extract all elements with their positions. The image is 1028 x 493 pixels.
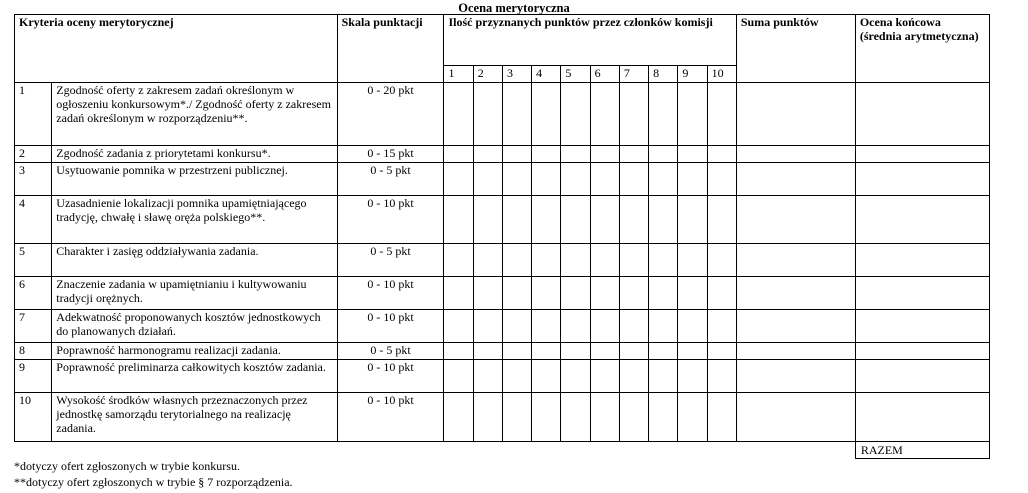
final-score-cell[interactable] <box>855 196 989 244</box>
judge-score-cell-4[interactable] <box>532 244 561 277</box>
judge-score-cell-7[interactable] <box>619 83 648 146</box>
sum-cell[interactable] <box>736 343 855 360</box>
judge-score-cell-9[interactable] <box>678 83 707 146</box>
judge-score-cell-7[interactable] <box>619 360 648 393</box>
judge-score-cell-3[interactable] <box>502 163 531 196</box>
judge-score-cell-2[interactable] <box>473 393 502 442</box>
final-score-header: Ocena końcowa (średnia arytmetyczna) <box>855 15 989 83</box>
judge-score-cell-6[interactable] <box>590 83 619 146</box>
judge-score-cell-10[interactable] <box>707 83 736 146</box>
judge-score-cell-1[interactable] <box>444 277 473 310</box>
criteria-scale: 0 - 10 pkt <box>337 277 444 310</box>
criteria-row <box>15 163 990 196</box>
judge-score-cell-8[interactable] <box>649 244 678 277</box>
judge-score-cell-10[interactable] <box>707 146 736 163</box>
judge-score-cell-5[interactable] <box>561 343 590 360</box>
judge-score-cell-5[interactable] <box>561 146 590 163</box>
judge-score-cell-5[interactable] <box>561 360 590 393</box>
judge-score-cell-4[interactable] <box>532 393 561 442</box>
judge-score-cell-7[interactable] <box>619 163 648 196</box>
judge-score-cell-2[interactable] <box>473 163 502 196</box>
judge-score-cell-7[interactable] <box>619 196 648 244</box>
judge-score-cell-6[interactable] <box>590 310 619 343</box>
footnote-regulation: **dotyczy ofert zgłoszonych w trybie § 7 rozporządzenia. <box>14 475 293 489</box>
criteria-header: Kryteria oceny merytorycznej <box>15 15 338 83</box>
judge-score-cell-1[interactable] <box>444 393 473 442</box>
judge-score-cell-6[interactable] <box>590 277 619 310</box>
criteria-number: 8 <box>15 343 52 360</box>
criteria-scale: 0 - 5 pkt <box>337 163 444 196</box>
judge-score-cell-7[interactable] <box>619 310 648 343</box>
judge-score-cell-3[interactable] <box>502 343 531 360</box>
judge-score-cell-8[interactable] <box>649 163 678 196</box>
evaluation-table <box>14 14 990 459</box>
judge-score-cell-3[interactable] <box>502 83 531 146</box>
final-score-cell[interactable] <box>855 83 989 146</box>
judge-score-cell-8[interactable] <box>649 310 678 343</box>
criteria-row <box>15 393 990 442</box>
judge-score-cell-3[interactable] <box>502 393 531 442</box>
judge-score-cell-10[interactable] <box>707 393 736 442</box>
judge-score-cell-5[interactable] <box>561 163 590 196</box>
judge-number-5: 5 <box>561 66 590 83</box>
footnotes <box>14 458 293 490</box>
sum-cell[interactable] <box>736 244 855 277</box>
judge-number-7: 7 <box>619 66 648 83</box>
judge-score-cell-4[interactable] <box>532 360 561 393</box>
criteria-text: Usytuowanie pomnika w przestrzeni publicznej. <box>52 163 337 196</box>
judge-score-cell-2[interactable] <box>473 343 502 360</box>
judge-score-cell-9[interactable] <box>678 343 707 360</box>
sum-header: Suma punktów <box>736 15 855 83</box>
judge-score-cell-6[interactable] <box>590 360 619 393</box>
judge-number-2: 2 <box>473 66 502 83</box>
judge-score-cell-7[interactable] <box>619 343 648 360</box>
scale-header: Skala punktacji <box>337 15 444 83</box>
footer-spacer <box>15 442 856 459</box>
criteria-number: 10 <box>15 393 52 442</box>
judge-score-cell-10[interactable] <box>707 163 736 196</box>
judge-score-cell-3[interactable] <box>502 360 531 393</box>
judge-score-cell-3[interactable] <box>502 310 531 343</box>
judge-score-cell-5[interactable] <box>561 393 590 442</box>
judge-score-cell-8[interactable] <box>649 393 678 442</box>
judge-score-cell-1[interactable] <box>444 196 473 244</box>
judge-number-9: 9 <box>678 66 707 83</box>
judge-score-cell-2[interactable] <box>473 310 502 343</box>
judge-score-cell-1[interactable] <box>444 146 473 163</box>
judge-score-cell-5[interactable] <box>561 310 590 343</box>
sum-cell[interactable] <box>736 393 855 442</box>
judge-score-cell-10[interactable] <box>707 343 736 360</box>
judge-score-cell-6[interactable] <box>590 146 619 163</box>
judge-score-cell-9[interactable] <box>678 277 707 310</box>
judge-score-cell-8[interactable] <box>649 146 678 163</box>
judge-score-cell-4[interactable] <box>532 163 561 196</box>
criteria-row <box>15 196 990 244</box>
judge-score-cell-5[interactable] <box>561 196 590 244</box>
sum-cell[interactable] <box>736 360 855 393</box>
judge-number-6: 6 <box>590 66 619 83</box>
judge-score-cell-3[interactable] <box>502 277 531 310</box>
judge-score-cell-5[interactable] <box>561 244 590 277</box>
judge-score-cell-3[interactable] <box>502 196 531 244</box>
criteria-text: Zgodność oferty z zakresem zadań określonym w ogłoszeniu konkursowym*./ Zgodność oferty z zakresem zadań określonym w rozporządzeniu**. <box>52 83 337 146</box>
judge-score-cell-10[interactable] <box>707 196 736 244</box>
judge-score-cell-8[interactable] <box>649 360 678 393</box>
judge-score-cell-4[interactable] <box>532 343 561 360</box>
judge-score-cell-9[interactable] <box>678 244 707 277</box>
judge-score-cell-7[interactable] <box>619 393 648 442</box>
judge-score-cell-1[interactable] <box>444 310 473 343</box>
judge-number-3: 3 <box>502 66 531 83</box>
judge-score-cell-6[interactable] <box>590 196 619 244</box>
criteria-row <box>15 360 990 393</box>
final-score-cell[interactable] <box>855 163 989 196</box>
criteria-row <box>15 244 990 277</box>
judge-score-cell-6[interactable] <box>590 343 619 360</box>
final-score-cell[interactable] <box>855 310 989 343</box>
final-score-cell[interactable] <box>855 146 989 163</box>
criteria-number: 2 <box>15 146 52 163</box>
final-score-cell[interactable] <box>855 360 989 393</box>
judge-score-cell-2[interactable] <box>473 83 502 146</box>
judge-score-cell-6[interactable] <box>590 163 619 196</box>
judge-score-cell-1[interactable] <box>444 163 473 196</box>
judge-score-cell-7[interactable] <box>619 146 648 163</box>
judge-score-cell-8[interactable] <box>649 196 678 244</box>
criteria-number: 3 <box>15 163 52 196</box>
judge-score-cell-10[interactable] <box>707 244 736 277</box>
sum-cell[interactable] <box>736 310 855 343</box>
judge-score-cell-1[interactable] <box>444 244 473 277</box>
criteria-text: Adekwatność proponowanych kosztów jednostkowych do planowanych działań. <box>52 310 337 343</box>
judge-score-cell-4[interactable] <box>532 83 561 146</box>
judge-score-cell-4[interactable] <box>532 146 561 163</box>
criteria-text: Poprawność harmonogramu realizacji zadania. <box>52 343 337 360</box>
judge-score-cell-5[interactable] <box>561 277 590 310</box>
criteria-row <box>15 277 990 310</box>
criteria-scale: 0 - 10 pkt <box>337 196 444 244</box>
criteria-number: 4 <box>15 196 52 244</box>
judge-score-cell-10[interactable] <box>707 360 736 393</box>
judge-score-cell-9[interactable] <box>678 310 707 343</box>
judge-score-cell-9[interactable] <box>678 196 707 244</box>
judge-score-cell-3[interactable] <box>502 244 531 277</box>
judge-score-cell-9[interactable] <box>678 163 707 196</box>
criteria-number: 6 <box>15 277 52 310</box>
criteria-number: 7 <box>15 310 52 343</box>
judge-score-cell-2[interactable] <box>473 196 502 244</box>
final-score-cell[interactable] <box>855 244 989 277</box>
judge-score-cell-8[interactable] <box>649 343 678 360</box>
judge-score-cell-10[interactable] <box>707 310 736 343</box>
judge-score-cell-4[interactable] <box>532 277 561 310</box>
judge-score-cell-8[interactable] <box>649 277 678 310</box>
judge-score-cell-2[interactable] <box>473 146 502 163</box>
criteria-scale: 0 - 20 pkt <box>337 83 444 146</box>
judge-score-cell-2[interactable] <box>473 360 502 393</box>
criteria-row <box>15 343 990 360</box>
sum-cell[interactable] <box>736 196 855 244</box>
criteria-number: 1 <box>15 83 52 146</box>
judge-score-cell-1[interactable] <box>444 360 473 393</box>
sum-cell[interactable] <box>736 163 855 196</box>
total-label: RAZEM <box>855 442 989 459</box>
criteria-row <box>15 310 990 343</box>
judge-score-cell-9[interactable] <box>678 393 707 442</box>
judge-score-cell-4[interactable] <box>532 310 561 343</box>
judge-number-1: 1 <box>444 66 473 83</box>
criteria-text: Wysokość środków własnych przeznaczonych przez jednostkę samorządu terytorialnego na realizację zadania. <box>52 393 337 442</box>
final-score-cell[interactable] <box>855 343 989 360</box>
judge-score-cell-2[interactable] <box>473 277 502 310</box>
criteria-text: Zgodność zadania z priorytetami konkursu*. <box>52 146 337 163</box>
sum-cell[interactable] <box>736 146 855 163</box>
judge-score-cell-3[interactable] <box>502 146 531 163</box>
judge-score-cell-2[interactable] <box>473 244 502 277</box>
judge-score-cell-6[interactable] <box>590 244 619 277</box>
judge-score-cell-5[interactable] <box>561 83 590 146</box>
points-header: Ilość przyznanych punktów przez członków komisji <box>444 15 736 66</box>
criteria-text: Charakter i zasięg oddziaływania zadania. <box>52 244 337 277</box>
criteria-text: Poprawność preliminarza całkowitych kosztów zadania. <box>52 360 337 393</box>
judge-score-cell-8[interactable] <box>649 83 678 146</box>
judge-score-cell-9[interactable] <box>678 360 707 393</box>
criteria-scale: 0 - 5 pkt <box>337 244 444 277</box>
final-score-cell[interactable] <box>855 277 989 310</box>
criteria-row <box>15 146 990 163</box>
judge-score-cell-6[interactable] <box>590 393 619 442</box>
judge-score-cell-1[interactable] <box>444 83 473 146</box>
criteria-row <box>15 83 990 146</box>
judge-score-cell-7[interactable] <box>619 277 648 310</box>
judge-score-cell-10[interactable] <box>707 277 736 310</box>
criteria-scale: 0 - 10 pkt <box>337 393 444 442</box>
criteria-scale: 0 - 5 pkt <box>337 343 444 360</box>
judge-score-cell-1[interactable] <box>444 343 473 360</box>
sum-cell[interactable] <box>736 83 855 146</box>
criteria-text: Znaczenie zadania w upamiętnianiu i kultywowaniu tradycji orężnych. <box>52 277 337 310</box>
criteria-scale: 0 - 10 pkt <box>337 360 444 393</box>
judge-number-8: 8 <box>649 66 678 83</box>
criteria-number: 9 <box>15 360 52 393</box>
final-score-cell[interactable] <box>855 393 989 442</box>
criteria-text: Uzasadnienie lokalizacji pomnika upamiętniającego tradycję, chwałę i sławę oręża polskiego**. <box>52 196 337 244</box>
criteria-scale: 0 - 10 pkt <box>337 310 444 343</box>
criteria-scale: 0 - 15 pkt <box>337 146 444 163</box>
judge-score-cell-9[interactable] <box>678 146 707 163</box>
judge-number-4: 4 <box>532 66 561 83</box>
criteria-number: 5 <box>15 244 52 277</box>
sum-cell[interactable] <box>736 277 855 310</box>
judge-number-10: 10 <box>707 66 736 83</box>
footnote-competition: *dotyczy ofert zgłoszonych w trybie konkursu. <box>14 459 240 473</box>
judge-score-cell-7[interactable] <box>619 244 648 277</box>
judge-score-cell-4[interactable] <box>532 196 561 244</box>
page-title: Ocena merytoryczna <box>458 1 570 15</box>
